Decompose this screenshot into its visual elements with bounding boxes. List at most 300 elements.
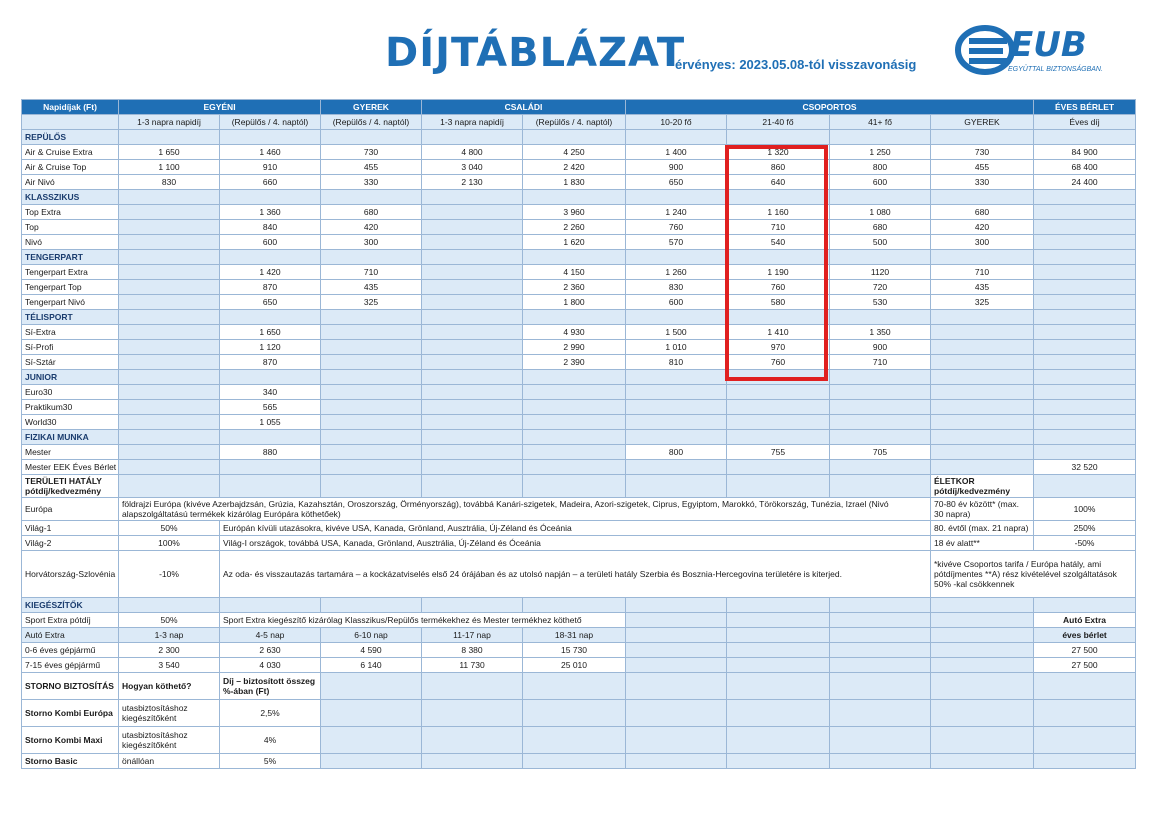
table-row (22, 340, 1136, 355)
table-row (22, 295, 1136, 310)
table-cell: 870 (220, 280, 321, 295)
table-cell (523, 310, 626, 325)
table-cell: 730 (321, 145, 422, 160)
table-cell (422, 400, 523, 415)
table-cell (422, 700, 523, 727)
table-cell (1034, 310, 1136, 325)
table-cell: 2 260 (523, 220, 626, 235)
table-cell: 640 (727, 175, 830, 190)
table-cell (119, 385, 220, 400)
section-row (22, 250, 1136, 265)
table-cell: 330 (321, 175, 422, 190)
table-cell: 2 630 (220, 643, 321, 658)
table-cell (119, 445, 220, 460)
table-cell (422, 370, 523, 385)
table-cell: 1 620 (523, 235, 626, 250)
table-cell (523, 415, 626, 430)
table-cell: 325 (321, 295, 422, 310)
table-cell: 710 (931, 265, 1034, 280)
table-cell (626, 370, 727, 385)
table-cell (220, 310, 321, 325)
table-cell (119, 250, 220, 265)
table-cell (830, 673, 931, 700)
table-cell (321, 673, 422, 700)
row-label: Euro30 (22, 385, 119, 400)
table-cell: 830 (119, 175, 220, 190)
table-row (22, 235, 1136, 250)
table-cell: 650 (626, 175, 727, 190)
table-row (22, 175, 1136, 190)
table-cell (626, 598, 727, 613)
table-cell (220, 190, 321, 205)
table-cell: 500 (830, 235, 931, 250)
table-cell (119, 475, 220, 498)
table-cell (830, 727, 931, 754)
table-cell: 25 010 (523, 658, 626, 673)
column-header: CSALÁDI (422, 100, 626, 115)
table-cell (1034, 295, 1136, 310)
table-cell (727, 415, 830, 430)
table-cell (830, 415, 931, 430)
table-cell: 880 (220, 445, 321, 460)
table-cell (1034, 673, 1136, 700)
table-cell (119, 355, 220, 370)
table-cell (523, 673, 626, 700)
column-subheader (22, 115, 119, 130)
table-cell: utasbiztosításhoz kiegészítőként (119, 727, 220, 754)
table-cell: 6 140 (321, 658, 422, 673)
table-cell (220, 430, 321, 445)
table-row (22, 415, 1136, 430)
table-cell (119, 310, 220, 325)
table-cell: 1 010 (626, 340, 727, 355)
table-cell: 1 500 (626, 325, 727, 340)
table-cell (1034, 190, 1136, 205)
table-cell (523, 700, 626, 727)
table-cell (1034, 415, 1136, 430)
table-cell: 1 100 (119, 160, 220, 175)
table-cell (321, 475, 422, 498)
table-cell: 810 (626, 355, 727, 370)
table-cell (1034, 400, 1136, 415)
table-cell (422, 295, 523, 310)
table-cell: 24 400 (1034, 175, 1136, 190)
table-cell (321, 325, 422, 340)
territory-text: Világ-I országok, továbbá USA, Kanada, Grönland, Ausztrália, Új-Zéland és Óceánia (220, 536, 931, 551)
storno-row (22, 700, 1136, 727)
table-cell (119, 190, 220, 205)
table-row (22, 280, 1136, 295)
table-cell (931, 310, 1034, 325)
section-title: REPÜLŐS (22, 130, 119, 145)
row-label: Storno Kombi Maxi (22, 727, 119, 754)
table-cell (422, 415, 523, 430)
table-cell (626, 385, 727, 400)
table-cell: utasbiztosításhoz kiegészítőként (119, 700, 220, 727)
table-cell (830, 658, 931, 673)
table-cell: 1 055 (220, 415, 321, 430)
table-row (22, 325, 1136, 340)
table-cell: 420 (321, 220, 422, 235)
table-cell: 720 (830, 280, 931, 295)
table-cell: 1 120 (220, 340, 321, 355)
table-cell (119, 400, 220, 415)
page-title: DÍJTÁBLÁZAT (385, 30, 686, 76)
table-cell (626, 415, 727, 430)
auto-row (22, 643, 1136, 658)
validity-text: érvényes: 2023.05.08-tól visszavonásig (675, 57, 917, 72)
table-cell: 1 320 (727, 145, 830, 160)
table-cell (931, 430, 1034, 445)
age-value: 100% (1034, 498, 1136, 521)
column-subheader: (Repülős / 4. naptól) (220, 115, 321, 130)
table-cell (422, 325, 523, 340)
table-cell (422, 385, 523, 400)
subheader-row (22, 115, 1136, 130)
section-title: FIZIKAI MUNKA (22, 430, 119, 445)
table-cell (523, 460, 626, 475)
table-cell (321, 445, 422, 460)
header-row (22, 100, 1136, 115)
territory-pct: 50% (119, 521, 220, 536)
table-cell: 1 080 (830, 205, 931, 220)
territory-row (22, 521, 1136, 536)
table-cell (931, 628, 1034, 643)
storno-row (22, 754, 1136, 769)
table-row (22, 400, 1136, 415)
table-cell: 1 800 (523, 295, 626, 310)
table-cell (321, 370, 422, 385)
table-cell (830, 310, 931, 325)
table-cell: 455 (931, 160, 1034, 175)
column-subheader: Éves díj (1034, 115, 1136, 130)
table-cell: 4 250 (523, 145, 626, 160)
section-title: TÉLISPORT (22, 310, 119, 325)
table-cell (626, 643, 727, 658)
table-cell: 8 380 (422, 643, 523, 658)
table-cell: 300 (931, 235, 1034, 250)
table-cell (727, 613, 830, 628)
table-cell (422, 235, 523, 250)
row-label: 7-15 éves gépjármű (22, 658, 119, 673)
table-cell (830, 754, 931, 769)
row-label: Tengerpart Extra (22, 265, 119, 280)
row-label: Mester (22, 445, 119, 460)
table-cell (523, 385, 626, 400)
table-cell (626, 310, 727, 325)
row-label: Air & Cruise Extra (22, 145, 119, 160)
table-cell (119, 598, 220, 613)
row-label: Top Extra (22, 205, 119, 220)
table-cell: 900 (830, 340, 931, 355)
table-cell (830, 385, 931, 400)
table-cell (422, 250, 523, 265)
row-label: Air & Cruise Top (22, 160, 119, 175)
table-cell: 27 500 (1034, 643, 1136, 658)
table-row (22, 460, 1136, 475)
table-cell: 600 (220, 235, 321, 250)
table-cell (523, 754, 626, 769)
table-cell (830, 460, 931, 475)
column-header: EGYÉNI (119, 100, 321, 115)
table-cell (931, 355, 1034, 370)
table-cell (523, 400, 626, 415)
table-cell: 530 (830, 295, 931, 310)
column-header: GYEREK (321, 100, 422, 115)
table-cell (830, 400, 931, 415)
table-cell (220, 460, 321, 475)
table-cell: 340 (220, 385, 321, 400)
table-cell (119, 340, 220, 355)
table-cell (119, 295, 220, 310)
table-cell: 1 260 (626, 265, 727, 280)
table-cell (422, 265, 523, 280)
table-cell (931, 370, 1034, 385)
table-cell: 4 030 (220, 658, 321, 673)
table-cell: 680 (321, 205, 422, 220)
age-text: 80. évtől (max. 21 napra) (931, 521, 1034, 536)
table-cell (931, 415, 1034, 430)
table-cell: 710 (727, 220, 830, 235)
column-subheader: 18-31 nap (523, 628, 626, 643)
extras-row (22, 613, 1136, 628)
table-cell (1034, 598, 1136, 613)
table-cell (119, 130, 220, 145)
table-cell: 870 (220, 355, 321, 370)
extras-pct: 50% (119, 613, 220, 628)
table-cell (727, 475, 830, 498)
table-cell: 4 590 (321, 643, 422, 658)
table-cell (321, 310, 422, 325)
table-cell (1034, 205, 1136, 220)
section-title: KIEGÉSZÍTŐK (22, 598, 119, 613)
table-cell: 680 (931, 205, 1034, 220)
table-cell: 4 930 (523, 325, 626, 340)
table-cell (626, 475, 727, 498)
table-cell: 600 (626, 295, 727, 310)
table-cell: 435 (931, 280, 1034, 295)
table-cell: 860 (727, 160, 830, 175)
table-cell: 4 150 (523, 265, 626, 280)
table-cell (727, 673, 830, 700)
table-cell: 1 350 (830, 325, 931, 340)
row-label: Sport Extra pótdíj (22, 613, 119, 628)
table-cell (1034, 754, 1136, 769)
table-cell (1034, 235, 1136, 250)
table-cell: 2 990 (523, 340, 626, 355)
table-cell (727, 658, 830, 673)
section-title: JUNIOR (22, 370, 119, 385)
table-cell (727, 643, 830, 658)
column-subheader: (Repülős / 4. naptól) (321, 115, 422, 130)
table-row (22, 385, 1136, 400)
table-cell (727, 430, 830, 445)
table-cell (321, 460, 422, 475)
age-text: 18 év alatt** (931, 536, 1034, 551)
table-row (22, 145, 1136, 160)
row-label: Tengerpart Nivó (22, 295, 119, 310)
age-value: -50% (1034, 536, 1136, 551)
table-cell: 680 (830, 220, 931, 235)
table-cell (119, 235, 220, 250)
table-cell (220, 475, 321, 498)
row-label: Európa (22, 498, 119, 521)
table-cell: 435 (321, 280, 422, 295)
territory-pct: 100% (119, 536, 220, 551)
table-cell (626, 130, 727, 145)
table-cell: 3 040 (422, 160, 523, 175)
table-cell (727, 130, 830, 145)
column-subheader: 10-20 fő (626, 115, 727, 130)
territory-text: földrajzi Európa (kivéve Azerbajdzsán, Grúzia, Kazahsztán, Oroszország, Örményország), továbbá Kanári-szigetek, Madeira, Azori-szigetek, Ciprus, Egyiptom, Marokkó, Törökország, Tunézia, Izrael (Nivó alapszolgáltatású termékek kizárólag Európára köthetőek) (119, 498, 931, 521)
column-subheader: 11-17 nap (422, 628, 523, 643)
territory-row (22, 536, 1136, 551)
territory-text: Az oda- és visszautazás tartamára – a kockázatviselés első 24 órájában és az utolsó napján – a területi hatály Szerbia és Bosznia-Hercegovina területére is kiterjed. (220, 551, 931, 598)
column-subheader: 1-3 nap (119, 628, 220, 643)
table-cell (119, 280, 220, 295)
table-cell: 1 650 (119, 145, 220, 160)
section-row (22, 310, 1136, 325)
row-label: Storno Kombi Európa (22, 700, 119, 727)
table-cell (830, 250, 931, 265)
table-cell (321, 385, 422, 400)
table-cell (1034, 727, 1136, 754)
table-cell: 3 960 (523, 205, 626, 220)
table-cell: 760 (626, 220, 727, 235)
table-cell: 900 (626, 160, 727, 175)
table-cell (626, 400, 727, 415)
row-label: World30 (22, 415, 119, 430)
table-cell: 1 400 (626, 145, 727, 160)
table-cell (422, 727, 523, 754)
table-cell: 1 460 (220, 145, 321, 160)
table-cell (626, 628, 727, 643)
column-subheader: Díj – biztosított összeg %-ában (Ft) (220, 673, 321, 700)
table-cell (830, 370, 931, 385)
table-cell: 84 900 (1034, 145, 1136, 160)
price-table (21, 99, 1136, 769)
table-cell: 1120 (830, 265, 931, 280)
table-cell (931, 445, 1034, 460)
row-label: Tengerpart Top (22, 280, 119, 295)
row-label: Storno Basic (22, 754, 119, 769)
column-subheader: 41+ fő (830, 115, 931, 130)
storno-header-row (22, 673, 1136, 700)
table-cell (523, 727, 626, 754)
table-row (22, 205, 1136, 220)
row-label: Sí-Profi (22, 340, 119, 355)
table-cell: 420 (931, 220, 1034, 235)
table-cell: 705 (830, 445, 931, 460)
table-cell (119, 325, 220, 340)
table-cell (626, 727, 727, 754)
table-cell (1034, 220, 1136, 235)
age-value: 250% (1034, 521, 1136, 536)
table-cell: 2,5% (220, 700, 321, 727)
table-cell (422, 280, 523, 295)
table-cell (931, 460, 1034, 475)
table-cell: 710 (321, 265, 422, 280)
table-cell: önállóan (119, 754, 220, 769)
table-cell: 1 160 (727, 205, 830, 220)
territory-text: Európán kívüli utazásokra, kivéve USA, Kanada, Grönland, Ausztrália, Új-Zéland és Óceánia (220, 521, 931, 536)
table-cell: 5% (220, 754, 321, 769)
age-text: 70-80 év között* (max. 30 napra) (931, 498, 1034, 521)
table-cell (422, 355, 523, 370)
table-cell (523, 598, 626, 613)
table-cell: 1 240 (626, 205, 727, 220)
table-cell (1034, 355, 1136, 370)
table-cell (422, 130, 523, 145)
table-cell (422, 220, 523, 235)
table-cell (1034, 265, 1136, 280)
table-cell (931, 700, 1034, 727)
table-cell (626, 658, 727, 673)
table-cell (523, 475, 626, 498)
table-cell (727, 628, 830, 643)
table-cell (321, 250, 422, 265)
table-cell (626, 190, 727, 205)
column-subheader: 4-5 nap (220, 628, 321, 643)
table-cell (931, 400, 1034, 415)
table-cell (830, 643, 931, 658)
column-header: ÉVES BÉRLET (1034, 100, 1136, 115)
auto-row (22, 658, 1136, 673)
table-cell (931, 250, 1034, 265)
row-label: Nivó (22, 235, 119, 250)
table-cell: 4 800 (422, 145, 523, 160)
table-cell (931, 613, 1034, 628)
table-cell (119, 460, 220, 475)
table-cell (830, 598, 931, 613)
table-cell (119, 205, 220, 220)
table-cell (626, 754, 727, 769)
table-cell: 15 730 (523, 643, 626, 658)
row-label: Praktikum30 (22, 400, 119, 415)
table-cell: 710 (830, 355, 931, 370)
table-cell (523, 130, 626, 145)
row-label: Air Nivó (22, 175, 119, 190)
column-subheader: 21-40 fő (727, 115, 830, 130)
table-cell (321, 355, 422, 370)
table-cell (931, 658, 1034, 673)
table-cell (422, 340, 523, 355)
table-cell: 2 420 (523, 160, 626, 175)
table-cell (523, 250, 626, 265)
table-cell (1034, 325, 1136, 340)
table-cell: 910 (220, 160, 321, 175)
table-cell: 2 300 (119, 643, 220, 658)
table-cell: 2 390 (523, 355, 626, 370)
section-row (22, 130, 1136, 145)
table-cell (422, 310, 523, 325)
table-cell (830, 130, 931, 145)
table-cell (727, 385, 830, 400)
table-cell: 800 (830, 160, 931, 175)
column-subheader: Autó Extra (22, 628, 119, 643)
column-subheader: 1-3 napra napidíj (119, 115, 220, 130)
table-cell: 650 (220, 295, 321, 310)
table-cell: 1 410 (727, 325, 830, 340)
table-cell (220, 598, 321, 613)
row-label: Sí-Sztár (22, 355, 119, 370)
table-cell (1034, 385, 1136, 400)
table-cell (321, 700, 422, 727)
table-cell: 1 650 (220, 325, 321, 340)
table-cell: 3 540 (119, 658, 220, 673)
table-cell (727, 400, 830, 415)
table-cell (422, 475, 523, 498)
